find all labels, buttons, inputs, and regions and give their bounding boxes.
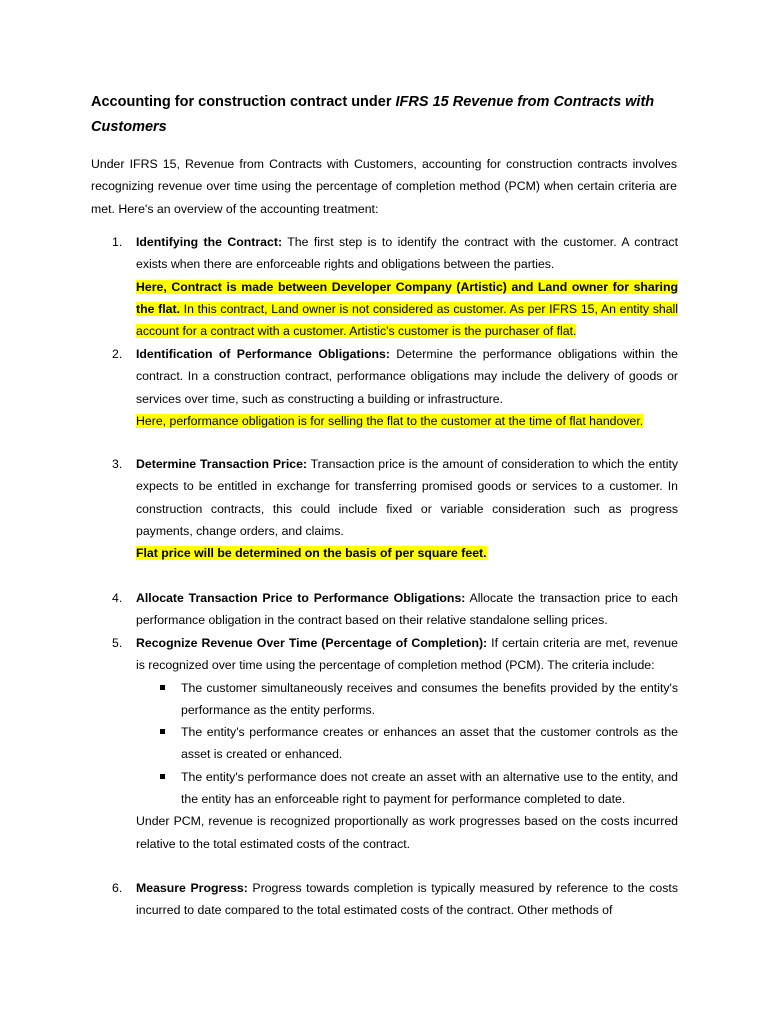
criteria-list (136, 677, 678, 811)
item-heading: Recognize Revenue Over Time (Percentage of Completion): (136, 636, 488, 650)
item-followup-text: Under PCM, revenue is recognized proportionally as work progresses based on the costs incurred relative to the total estimated costs of the contract. (136, 814, 678, 851)
item-heading: Identifying the Contract: (136, 235, 283, 249)
item-text: Measure Progress: Progress towards completion is typically measured by reference to the costs incurred to date compared to the total estimated costs of the contract. Other methods of (136, 881, 678, 918)
item-heading: Measure Progress: (136, 881, 248, 895)
list-item-5 (112, 632, 678, 855)
item-text: Recognize Revenue Over Time (Percentage of Completion): If certain criteria are met, revenue is recognized over time using the percentage of completion method (PCM). The criteria include: (136, 636, 678, 673)
item-text: Allocate Transaction Price to Performance Obligations: Allocate the transaction price to each performance obligation in the contract based on their relative standalone selling prices. (136, 591, 678, 628)
criteria-bullet: The entity's performance creates or enhances an asset that the customer controls as the asset is created or enhanced. (136, 721, 678, 766)
item-number: 4. (112, 591, 123, 605)
criteria-bullet: The entity's performance does not create an asset with an alternative use to the entity, and the entity has an enforceable right to payment for performance completed to date. (136, 766, 678, 811)
intro-paragraph: Under IFRS 15, Revenue from Contracts with Customers, accounting for construction contracts involves recognizing revenue over time using the percentage of completion method (PCM) when certain criteria are met. Here's an overview of the accounting treatment: (91, 157, 677, 216)
title-italic: IFRS 15 Revenue from Contracts with Customers (91, 94, 655, 135)
square-bullet-icon (160, 685, 165, 690)
list-item-2 (112, 343, 678, 432)
highlighted-note: Flat price will be determined on the basis of per square feet. (136, 546, 487, 561)
item-text: Identifying the Contract: The first step is to identify the contract with the customer. A contract exists when there are enforceable rights and obligations between the parties. (136, 235, 678, 272)
list-item-1 (112, 231, 678, 342)
criteria-bullet: The customer simultaneously receives and consumes the benefits provided by the entity's performance as the entity performs. (136, 677, 678, 722)
item-number: 1. (112, 235, 123, 249)
item-heading: Identification of Performance Obligations: (136, 347, 390, 361)
item-heading: Determine Transaction Price: (136, 457, 308, 471)
item-number: 6. (112, 881, 123, 895)
item-number: 5. (112, 636, 123, 650)
item-text: Identification of Performance Obligations: Determine the performance obligations within the contract. In a construction contract, performance obligations may include the delivery of goods or services over time, such as constructing a building or infrastructure. (136, 347, 678, 406)
highlighted-note: Here, performance obligation is for selling the flat to the customer at the time of flat handover. (136, 413, 644, 428)
item-text: Determine Transaction Price: Transaction price is the amount of consideration to which the entity expects to be entitled in exchange for transferring promised goods or services to a customer. In construction contracts, this could include fixed or variable consideration such as progress payments, change orders, and claims. (136, 457, 679, 538)
highlighted-note: Here, Contract is made between Developer Company (Artistic) and Land owner for sharing the flat. In this contract, Land owner is not considered as customer. As per IFRS 15, An entity shall account for a contract with a customer. Artistic's customer is the purchaser of flat. (136, 279, 678, 339)
list-item-4 (112, 587, 678, 632)
item-heading: Allocate Transaction Price to Performance Obligations: (136, 591, 466, 605)
square-bullet-icon (160, 774, 165, 779)
document-title: Accounting for construction contract under IFRS 15 Revenue from Contracts with Customers (91, 94, 655, 135)
list-item-6 (112, 877, 678, 922)
item-number: 3. (112, 457, 123, 471)
list-item-3 (112, 453, 679, 564)
square-bullet-icon (160, 729, 165, 734)
item-number: 2. (112, 347, 123, 361)
